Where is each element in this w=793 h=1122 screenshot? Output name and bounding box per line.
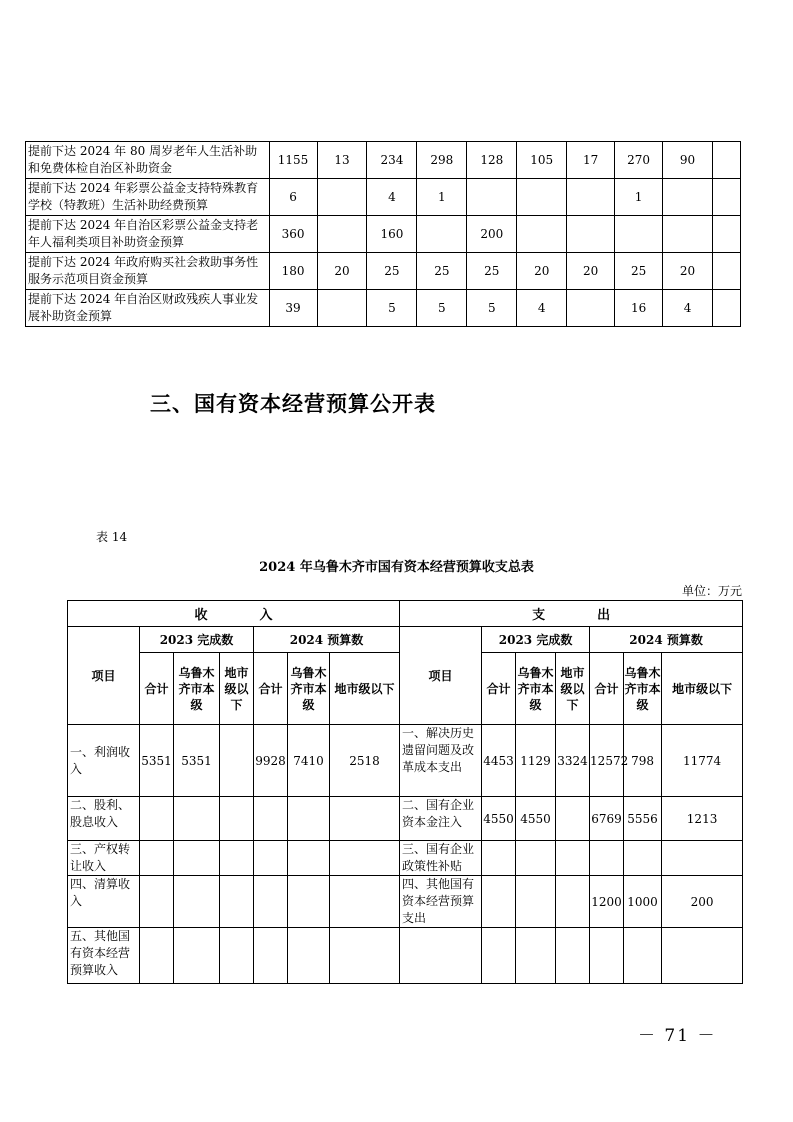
table-row <box>26 216 741 253</box>
table-row <box>68 876 743 928</box>
table-title: 2024 年乌鲁木齐市国有资本经营预算收支总表 <box>259 560 534 575</box>
table-cell: 360 <box>269 216 317 253</box>
table-row <box>68 841 743 876</box>
expense-value: 798 <box>624 725 662 797</box>
table-cell <box>712 142 740 179</box>
table-row <box>68 928 743 984</box>
expense-value: 200 <box>662 876 743 928</box>
table-cell <box>567 290 615 327</box>
table-cell: 6 <box>269 179 317 216</box>
table-cell: 4 <box>517 290 567 327</box>
table-cell <box>712 179 740 216</box>
expense-item-header: 项目 <box>400 627 482 725</box>
table-cell <box>663 216 713 253</box>
expense-value <box>662 928 743 984</box>
table-cell: 105 <box>517 142 567 179</box>
income-item: 三、产权转让收入 <box>68 841 140 876</box>
expense-value <box>482 928 516 984</box>
table-cell: 20 <box>317 253 367 290</box>
income-value: 5351 <box>174 725 220 797</box>
expense-value: 1213 <box>662 797 743 841</box>
expense-value <box>516 841 556 876</box>
table-cell <box>417 216 467 253</box>
table-row <box>26 179 741 216</box>
expense-value <box>482 876 516 928</box>
col-district: 地市级以下 <box>662 653 743 725</box>
table-cell: 25 <box>367 253 417 290</box>
row-label: 提前下达 2024 年彩票公益金支持特殊教育学校（特教班）生活补助经费预算 <box>26 179 270 216</box>
income-item: 五、其他国有资本经营预算收入 <box>68 928 140 984</box>
table-cell: 1155 <box>269 142 317 179</box>
expense-value: 1000 <box>624 876 662 928</box>
income-item: 二、股利、股息收入 <box>68 797 140 841</box>
table-cell: 25 <box>615 253 663 290</box>
col-district: 地市级以下 <box>556 653 590 725</box>
table-cell: 160 <box>367 216 417 253</box>
expense-value: 1200 <box>590 876 624 928</box>
table-cell: 4 <box>663 290 713 327</box>
page-number: － 71 － <box>638 1026 717 1046</box>
expense-value: 5556 <box>624 797 662 841</box>
expense-item: 四、其他国有资本经营预算支出 <box>400 876 482 928</box>
income-value <box>330 928 400 984</box>
table-cell <box>317 290 367 327</box>
expense-value: 4550 <box>516 797 556 841</box>
expense-value <box>590 928 624 984</box>
row-label: 提前下达 2024 年自治区财政残疾人事业发展补助资金预算 <box>26 290 270 327</box>
table-row <box>68 797 743 841</box>
income-value <box>140 841 174 876</box>
expense-item <box>400 928 482 984</box>
table-cell: 298 <box>417 142 467 179</box>
income-2024-header: 2024 预算数 <box>254 627 400 653</box>
income-value <box>140 928 174 984</box>
expense-value <box>556 876 590 928</box>
income-value <box>330 841 400 876</box>
expense-value: 6769 <box>590 797 624 841</box>
income-item: 一、利润收入 <box>68 725 140 797</box>
income-value <box>254 928 288 984</box>
income-value <box>174 797 220 841</box>
col-total: 合计 <box>254 653 288 725</box>
table-cell: 180 <box>269 253 317 290</box>
income-value <box>174 928 220 984</box>
expense-value <box>516 876 556 928</box>
income-value: 5351 <box>140 725 174 797</box>
table-cell: 20 <box>567 253 615 290</box>
table-cell: 25 <box>417 253 467 290</box>
table-cell: 20 <box>517 253 567 290</box>
expense-header: 支 出 <box>400 601 743 627</box>
table-cell <box>712 290 740 327</box>
col-district: 地市级以下 <box>330 653 400 725</box>
income-value <box>254 876 288 928</box>
expense-item: 二、国有企业资本金注入 <box>400 797 482 841</box>
table-cell: 39 <box>269 290 317 327</box>
table-cell: 5 <box>367 290 417 327</box>
row-label: 提前下达 2024 年政府购买社会救助事务性服务示范项目资金预算 <box>26 253 270 290</box>
budget-summary-table <box>67 600 743 984</box>
col-city: 乌鲁木齐市本级 <box>516 653 556 725</box>
expense-value <box>482 841 516 876</box>
income-value: 7410 <box>288 725 330 797</box>
col-total: 合计 <box>140 653 174 725</box>
income-value <box>254 797 288 841</box>
table-cell <box>317 179 367 216</box>
expense-value <box>662 841 743 876</box>
table-cell: 5 <box>417 290 467 327</box>
income-value <box>288 797 330 841</box>
income-value <box>330 876 400 928</box>
expense-value: 4453 <box>482 725 516 797</box>
table-cell <box>567 216 615 253</box>
table-cell: 5 <box>467 290 517 327</box>
table-cell <box>517 216 567 253</box>
subsidy-table <box>25 141 741 327</box>
table-cell <box>467 179 517 216</box>
expense-value: 11774 <box>662 725 743 797</box>
expense-item: 一、解决历史遗留问题及改革成本支出 <box>400 725 482 797</box>
expense-value <box>516 928 556 984</box>
expense-value: 4550 <box>482 797 516 841</box>
income-value <box>288 876 330 928</box>
income-value <box>220 725 254 797</box>
table-row <box>26 142 741 179</box>
table-cell: 128 <box>467 142 517 179</box>
income-value <box>220 797 254 841</box>
income-value <box>220 876 254 928</box>
table-cell <box>615 216 663 253</box>
income-value <box>288 928 330 984</box>
col-total: 合计 <box>482 653 516 725</box>
income-value <box>254 841 288 876</box>
unit-label: 单位：万元 <box>681 584 742 598</box>
table-cell: 1 <box>417 179 467 216</box>
col-district: 地市级以下 <box>220 653 254 725</box>
expense-2023-header: 2023 完成数 <box>482 627 590 653</box>
income-value: 9928 <box>254 725 288 797</box>
table-row <box>26 253 741 290</box>
expense-value <box>556 841 590 876</box>
expense-value: 3324 <box>556 725 590 797</box>
table-row <box>26 290 741 327</box>
row-label: 提前下达 2024 年自治区彩票公益金支持老年人福利类项目补助资金预算 <box>26 216 270 253</box>
expense-value: 12572 <box>590 725 624 797</box>
section-heading: 三、国有资本经营预算公开表 <box>150 391 436 416</box>
income-value <box>220 841 254 876</box>
table-row <box>68 725 743 797</box>
table-cell <box>567 179 615 216</box>
table-cell: 90 <box>663 142 713 179</box>
income-value <box>174 876 220 928</box>
expense-value <box>624 928 662 984</box>
expense-value <box>590 841 624 876</box>
income-header: 收 入 <box>68 601 400 627</box>
expense-value <box>624 841 662 876</box>
table-cell <box>712 253 740 290</box>
table-cell <box>712 216 740 253</box>
table-cell: 270 <box>615 142 663 179</box>
income-value <box>140 876 174 928</box>
table-cell: 200 <box>467 216 517 253</box>
income-value: 2518 <box>330 725 400 797</box>
expense-value: 1129 <box>516 725 556 797</box>
table-cell: 13 <box>317 142 367 179</box>
table-cell: 1 <box>615 179 663 216</box>
income-item-header: 项目 <box>68 627 140 725</box>
table-cell <box>663 179 713 216</box>
table-cell: 17 <box>567 142 615 179</box>
income-value <box>174 841 220 876</box>
table-cell: 25 <box>467 253 517 290</box>
expense-2024-header: 2024 预算数 <box>590 627 743 653</box>
col-city: 乌鲁木齐市本级 <box>174 653 220 725</box>
income-item: 四、清算收入 <box>68 876 140 928</box>
table-cell: 20 <box>663 253 713 290</box>
table-cell <box>317 216 367 253</box>
table-number: 表 14 <box>96 530 128 544</box>
table-cell: 4 <box>367 179 417 216</box>
row-label: 提前下达 2024 年 80 周岁老年人生活补助和免费体检自治区补助资金 <box>26 142 270 179</box>
table-cell <box>517 179 567 216</box>
income-2023-header: 2023 完成数 <box>140 627 254 653</box>
expense-value <box>556 928 590 984</box>
table-cell: 16 <box>615 290 663 327</box>
col-total: 合计 <box>590 653 624 725</box>
expense-item: 三、国有企业政策性补贴 <box>400 841 482 876</box>
col-city: 乌鲁木齐市本级 <box>624 653 662 725</box>
expense-value <box>556 797 590 841</box>
income-value <box>220 928 254 984</box>
income-value <box>140 797 174 841</box>
table-cell: 234 <box>367 142 417 179</box>
income-value <box>288 841 330 876</box>
income-value <box>330 797 400 841</box>
col-city: 乌鲁木齐市本级 <box>288 653 330 725</box>
